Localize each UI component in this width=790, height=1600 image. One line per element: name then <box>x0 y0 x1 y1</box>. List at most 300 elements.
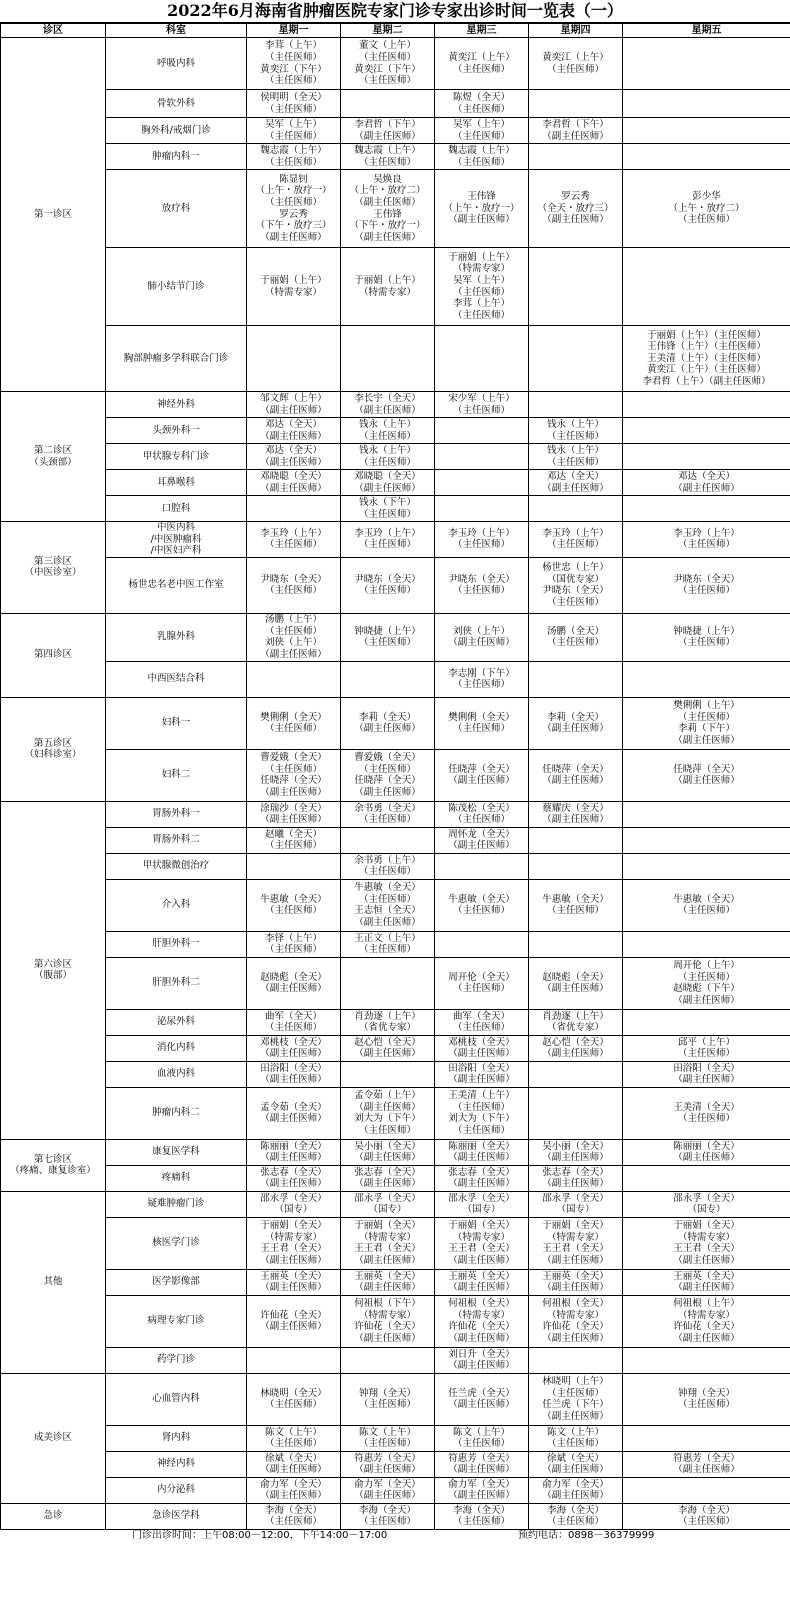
doctor-schedule-text: 林晓明（全天） （主任医师） <box>260 1387 327 1411</box>
schedule-cell-thursday <box>529 496 623 522</box>
header-wednesday: 星期三 <box>435 24 529 38</box>
doctor-schedule-text: 俞力军（全天） （副主任医师） <box>354 1478 421 1502</box>
table-row <box>1 170 790 248</box>
schedule-cell-tuesday <box>341 248 435 326</box>
dept-cell: 内分泌科 <box>106 1477 247 1503</box>
doctor-schedule-text: 陈文（上午） （主任医师） <box>264 1426 322 1450</box>
doctor-schedule-text: 李玉玲（上午） （主任医师） <box>448 527 515 551</box>
doctor-schedule-text: 任晓萍（全天） （副主任医师） <box>448 763 515 787</box>
doctor-schedule-text: 尹晓东（全天） （主任医师） <box>354 573 421 597</box>
table-body <box>1 38 790 1530</box>
schedule-cell-wednesday <box>435 879 529 931</box>
schedule-cell-monday <box>247 1217 341 1269</box>
dept-cell: 头颈外科一 <box>106 418 247 444</box>
doctor-schedule-text: 董文（上午） （主任医师） 黄奕江（下午） （主任医师） <box>354 40 421 87</box>
dept-cell: 胃肠外科二 <box>106 827 247 853</box>
schedule-cell-thursday <box>529 1035 623 1061</box>
doctor-schedule-text: 何祖根（上午） （特需专家） 许仙花（全天） （副主任医师） <box>673 1298 740 1344</box>
schedule-cell-wednesday <box>435 1087 529 1139</box>
doctor-schedule-text: 牛惠敏（全天） （主任医师） <box>260 893 327 917</box>
doctor-schedule-text: 牛惠敏（全天） （主任医师） <box>448 893 515 917</box>
schedule-cell-friday <box>623 749 790 801</box>
schedule-cell-thursday <box>529 90 623 118</box>
table-row <box>1 496 790 522</box>
schedule-cell-thursday <box>529 326 623 392</box>
schedule-cell-thursday <box>529 1087 623 1139</box>
doctor-schedule-text: 符惠芳（全天） （副主任医师） <box>354 1452 421 1476</box>
doctor-schedule-text: 吴军（上午） （主任医师） <box>452 118 510 142</box>
schedule-cell-monday <box>247 1165 341 1191</box>
schedule-cell-thursday <box>529 853 623 879</box>
schedule-cell-monday <box>247 170 341 248</box>
schedule-cell-wednesday <box>435 496 529 522</box>
footer <box>0 1530 790 1542</box>
schedule-cell-monday <box>247 522 341 558</box>
schedule-cell-wednesday <box>435 144 529 170</box>
schedule-cell-tuesday <box>341 1009 435 1035</box>
doctor-schedule-text: 赵曦（全天） （主任医师） <box>264 828 322 852</box>
schedule-cell-tuesday <box>341 1347 435 1373</box>
doctor-schedule-text: 牛惠敏（全天） （主任医师） 王志恒（全天） （副主任医师） <box>354 882 421 928</box>
doctor-schedule-text: 于丽娟（上午） （特需专家） 吴军（上午） （主任医师） 李茸（上午） （主任医师） <box>448 251 515 321</box>
schedule-cell-wednesday <box>435 931 529 957</box>
schedule-cell-thursday <box>529 418 623 444</box>
dept-cell: 胃肠外科一 <box>106 801 247 827</box>
schedule-cell-monday <box>247 1191 341 1217</box>
dept-cell: 放疗科 <box>106 170 247 248</box>
doctor-schedule-text: 李海（全天） （主任医师） <box>358 1504 416 1528</box>
schedule-cell-monday <box>247 1139 341 1165</box>
doctor-schedule-text: 吴军（上午） （主任医师） <box>264 118 322 142</box>
schedule-cell-monday <box>247 444 341 470</box>
schedule-cell-monday <box>247 931 341 957</box>
schedule-cell-thursday <box>529 801 623 827</box>
table-row <box>1 1347 790 1373</box>
schedule-cell-friday <box>623 931 790 957</box>
doctor-schedule-text: 魏志霞（上午） （主任医师） <box>448 144 515 168</box>
schedule-cell-friday <box>623 1373 790 1425</box>
schedule-cell-tuesday <box>341 1451 435 1477</box>
schedule-cell-monday <box>247 470 341 496</box>
doctor-schedule-text: 俞力军（全天） （副主任医师） <box>448 1478 515 1502</box>
dept-cell: 泌尿外科 <box>106 1009 247 1035</box>
table-row <box>1 1165 790 1191</box>
doctor-schedule-text: 王丽英（全天） （副主任医师） <box>260 1270 327 1294</box>
schedule-cell-wednesday <box>435 418 529 444</box>
dept-cell: 疼痛科 <box>106 1165 247 1191</box>
doctor-schedule-text: 吴小丽（全天） （副主任医师） <box>354 1140 421 1164</box>
schedule-cell-monday <box>247 661 341 697</box>
schedule-cell-thursday <box>529 144 623 170</box>
schedule-cell-wednesday <box>435 1269 529 1295</box>
schedule-cell-friday <box>623 444 790 470</box>
schedule-cell-friday <box>623 1295 790 1347</box>
doctor-schedule-text: 邵永孚（全天） （国专） <box>673 1192 740 1216</box>
doctor-schedule-text: 余书勇（上午） （主任医师） <box>354 854 421 878</box>
schedule-cell-friday <box>623 326 790 392</box>
doctor-schedule-text: 张志春（全天） （副主任医师） <box>542 1166 609 1190</box>
doctor-schedule-text: 邓晓聪（全天） （副主任医师） <box>260 470 327 494</box>
schedule-cell-wednesday <box>435 1503 529 1529</box>
doctor-schedule-text: 肖劲逐（上午） （省优专家） <box>542 1010 609 1034</box>
schedule-cell-friday <box>623 1347 790 1373</box>
doctor-schedule-text: 钱永（上午） （主任医师） <box>546 444 604 468</box>
schedule-cell-friday <box>623 1035 790 1061</box>
schedule-cell-monday <box>247 1451 341 1477</box>
doctor-schedule-text: 周开伦（上午） （主任医师） 赵晓彪（下午） （副主任医师） <box>673 960 740 1006</box>
schedule-cell-wednesday <box>435 1295 529 1347</box>
doctor-schedule-text: 钟晓捷（上午） （主任医师） <box>673 625 740 649</box>
zone-cell: 第二诊区 （头颈部） <box>1 392 106 522</box>
doctor-schedule-text: 李茸（上午） （主任医师） 黄奕江（下午） （主任医师） <box>260 40 327 87</box>
schedule-cell-monday <box>247 118 341 144</box>
schedule-cell-friday <box>623 90 790 118</box>
doctor-schedule-text: 牛惠敏（全天） （主任医师） <box>673 893 740 917</box>
schedule-cell-monday <box>247 853 341 879</box>
schedule-cell-wednesday <box>435 38 529 90</box>
doctor-schedule-text: 王伟锋 （上午・放疗一） （副主任医师） <box>443 191 520 226</box>
zone-cell: 第四诊区 <box>1 613 106 697</box>
schedule-cell-wednesday <box>435 444 529 470</box>
doctor-schedule-text: 李莉（全天） （副主任医师） <box>542 711 609 735</box>
zone-cell: 其他 <box>1 1191 106 1373</box>
dept-cell: 乳腺外科 <box>106 613 247 661</box>
schedule-cell-friday <box>623 1425 790 1451</box>
schedule-cell-friday <box>623 170 790 248</box>
header-monday: 星期一 <box>247 24 341 38</box>
schedule-cell-tuesday <box>341 661 435 697</box>
schedule-cell-monday <box>247 1295 341 1347</box>
schedule-cell-tuesday <box>341 853 435 879</box>
doctor-schedule-text: 王丽英（全天） （副主任医师） <box>354 1270 421 1294</box>
doctor-schedule-text: 邓达（全天） （副主任医师） <box>260 418 327 442</box>
doctor-schedule-text: 周开伦（全天） （主任医师） <box>448 971 515 995</box>
schedule-cell-friday <box>623 801 790 827</box>
doctor-schedule-text: 钟翔（全天） （主任医师） <box>358 1387 416 1411</box>
header-tuesday: 星期二 <box>341 24 435 38</box>
table-row <box>1 1035 790 1061</box>
schedule-cell-tuesday <box>341 444 435 470</box>
schedule-cell-friday <box>623 248 790 326</box>
schedule-cell-tuesday <box>341 1217 435 1269</box>
schedule-cell-wednesday <box>435 853 529 879</box>
doctor-schedule-text: 曲军（全天） （主任医师） <box>264 1010 322 1034</box>
doctor-schedule-text: 符惠芳（全天） （副主任医师） <box>448 1452 515 1476</box>
schedule-cell-friday <box>623 1503 790 1529</box>
doctor-schedule-text: 王丽英（全天） （副主任医师） <box>448 1270 515 1294</box>
schedule-cell-thursday <box>529 1477 623 1503</box>
header-thursday: 星期四 <box>529 24 623 38</box>
schedule-cell-thursday <box>529 957 623 1009</box>
schedule-cell-thursday <box>529 444 623 470</box>
schedule-cell-tuesday <box>341 1087 435 1139</box>
table-row <box>1 1061 790 1087</box>
table-row <box>1 418 790 444</box>
schedule-cell-monday <box>247 496 341 522</box>
schedule-cell-tuesday <box>341 1425 435 1451</box>
doctor-schedule-text: 余书勇（全天） （主任医师） <box>354 802 421 826</box>
zone-cell: 第一诊区 <box>1 38 106 392</box>
dept-cell: 肺小结节门诊 <box>106 248 247 326</box>
schedule-cell-thursday <box>529 879 623 931</box>
schedule-cell-wednesday <box>435 1217 529 1269</box>
doctor-schedule-text: 邵永孚（全天） （国专） <box>542 1192 609 1216</box>
schedule-cell-friday <box>623 1009 790 1035</box>
schedule-cell-thursday <box>529 1373 623 1425</box>
doctor-schedule-text: 何祖根（下午） （特需专家） 许仙花（全天） （副主任医师） <box>354 1298 421 1344</box>
schedule-cell-monday <box>247 144 341 170</box>
schedule-cell-wednesday <box>435 1191 529 1217</box>
schedule-cell-friday <box>623 392 790 418</box>
dept-cell: 胸部肿瘤多学科联合门诊 <box>106 326 247 392</box>
schedule-cell-tuesday <box>341 1191 435 1217</box>
doctor-schedule-text: 吴小丽（全天） （副主任医师） <box>542 1140 609 1164</box>
doctor-schedule-text: 田浴阳（全天） （副主任医师） <box>448 1062 515 1086</box>
doctor-schedule-text: 魏志霞（上午） （主任医师） <box>354 144 421 168</box>
zone-cell: 成美诊区 <box>1 1373 106 1503</box>
doctor-schedule-text: 陈显钊 （上午・放疗一） （主任医师） 罗云秀 （下午・放疗三） （副主任医师） <box>255 173 332 243</box>
schedule-cell-tuesday <box>341 470 435 496</box>
doctor-schedule-text: 李长宇（全天） （副主任医师） <box>354 392 421 416</box>
header-zone: 诊区 <box>1 24 106 38</box>
doctor-schedule-text: 曲军（全天） （主任医师） <box>452 1010 510 1034</box>
doctor-schedule-text: 李海（全天） （主任医师） <box>677 1504 735 1528</box>
schedule-cell-thursday <box>529 827 623 853</box>
schedule-cell-wednesday <box>435 1373 529 1425</box>
schedule-cell-thursday <box>529 697 623 749</box>
doctor-schedule-text: 徐斌（全天） （副主任医师） <box>260 1452 327 1476</box>
doctor-schedule-text: 俞力军（全天） （副主任医师） <box>260 1478 327 1502</box>
table-row <box>1 1087 790 1139</box>
doctor-schedule-text: 尹晓东（全天） （主任医师） <box>673 573 740 597</box>
schedule-cell-tuesday <box>341 613 435 661</box>
doctor-schedule-text: 刘侠（上午） （副主任医师） <box>448 625 515 649</box>
table-row <box>1 613 790 661</box>
doctor-schedule-text: 罗云秀 （全天・放疗三） （副主任医师） <box>537 191 614 226</box>
schedule-cell-monday <box>247 1373 341 1425</box>
schedule-cell-tuesday <box>341 879 435 931</box>
schedule-cell-friday <box>623 557 790 613</box>
table-row <box>1 879 790 931</box>
schedule-cell-tuesday <box>341 1295 435 1347</box>
doctor-schedule-text: 陈文（上午） （主任医师） <box>546 1426 604 1450</box>
clinic-hours: 门诊出诊时间：上午08:00－12:00，下午14:00－17:00 <box>132 1529 388 1541</box>
table-row <box>1 957 790 1009</box>
doctor-schedule-text: 任兰虎（全天） （副主任医师） <box>448 1387 515 1411</box>
schedule-cell-wednesday <box>435 827 529 853</box>
dept-cell: 妇科二 <box>106 749 247 801</box>
doctor-schedule-text: 徐斌（全天） （副主任医师） <box>542 1452 609 1476</box>
schedule-cell-monday <box>247 326 341 392</box>
table-row <box>1 1425 790 1451</box>
schedule-cell-tuesday <box>341 697 435 749</box>
schedule-cell-friday <box>623 827 790 853</box>
doctor-schedule-text: 邓桃枝（全天） （副主任医师） <box>260 1036 327 1060</box>
schedule-cell-friday <box>623 697 790 749</box>
schedule-cell-friday <box>623 1087 790 1139</box>
doctor-schedule-text: 尹晓东（全天） （主任医师） <box>448 573 515 597</box>
schedule-cell-friday <box>623 1165 790 1191</box>
dept-cell: 肝胆外科二 <box>106 957 247 1009</box>
doctor-schedule-text: 汤鹏（全天） （主任医师） <box>546 625 604 649</box>
schedule-cell-thursday <box>529 1503 623 1529</box>
doctor-schedule-text: 陈煜（全天） （主任医师） <box>452 91 510 115</box>
doctor-schedule-text: 于丽娟（全天） （特需专家） 王王君（全天） （副主任医师） <box>448 1220 515 1266</box>
schedule-cell-friday <box>623 522 790 558</box>
table-row <box>1 801 790 827</box>
schedule-cell-monday <box>247 248 341 326</box>
dept-cell: 口腔科 <box>106 496 247 522</box>
schedule-cell-wednesday <box>435 1347 529 1373</box>
schedule-cell-monday <box>247 392 341 418</box>
schedule-cell-tuesday <box>341 392 435 418</box>
schedule-cell-friday <box>623 1061 790 1087</box>
schedule-cell-monday <box>247 38 341 90</box>
doctor-schedule-text: 王丽英（全天） （副主任医师） <box>542 1270 609 1294</box>
doctor-schedule-text: 李铎（上午） （主任医师） <box>264 932 322 956</box>
schedule-cell-wednesday <box>435 1035 529 1061</box>
doctor-schedule-text: 何祖根（全天） （特需专家） 许仙花（全天） （副主任医师） <box>448 1298 515 1344</box>
doctor-schedule-text: 赵晓彪（全天） （副主任医师） <box>260 971 327 995</box>
dept-cell: 肝胆外科一 <box>106 931 247 957</box>
dept-cell: 妇科一 <box>106 697 247 749</box>
doctor-schedule-text: 樊俐俐（全天） （主任医师） <box>260 711 327 735</box>
dept-cell: 骨软外科 <box>106 90 247 118</box>
schedule-cell-tuesday <box>341 1477 435 1503</box>
schedule-cell-monday <box>247 879 341 931</box>
schedule-cell-monday <box>247 1425 341 1451</box>
schedule-cell-tuesday <box>341 931 435 957</box>
schedule-cell-wednesday <box>435 90 529 118</box>
header-friday: 星期五 <box>623 24 790 38</box>
doctor-schedule-text: 于丽娟（上午） （特需专家） <box>260 274 327 298</box>
table-row <box>1 118 790 144</box>
doctor-schedule-text: 邵永孚（全天） （国专） <box>448 1192 515 1216</box>
table-row <box>1 1139 790 1165</box>
schedule-cell-wednesday <box>435 392 529 418</box>
schedule-cell-wednesday <box>435 1477 529 1503</box>
schedule-cell-wednesday <box>435 801 529 827</box>
doctor-schedule-text: 陈文（上午） （主任医师） <box>452 1426 510 1450</box>
dept-cell: 杨世忠名老中医工作室 <box>106 557 247 613</box>
schedule-cell-monday <box>247 1477 341 1503</box>
table-row <box>1 326 790 392</box>
schedule-cell-friday <box>623 1451 790 1477</box>
schedule-cell-thursday <box>529 749 623 801</box>
table-row <box>1 144 790 170</box>
dept-cell: 核医学门诊 <box>106 1217 247 1269</box>
doctor-schedule-text: 李玉玲（上午） （主任医师） <box>260 527 327 551</box>
schedule-cell-tuesday <box>341 170 435 248</box>
table-row <box>1 1295 790 1347</box>
table-row <box>1 1477 790 1503</box>
schedule-cell-wednesday <box>435 470 529 496</box>
dept-cell: 肿瘤内科二 <box>106 1087 247 1139</box>
schedule-cell-thursday <box>529 1165 623 1191</box>
doctor-schedule-text: 邓晓聪（全天） （副主任医师） <box>354 470 421 494</box>
schedule-cell-friday <box>623 38 790 90</box>
schedule-cell-monday <box>247 1347 341 1373</box>
doctor-schedule-text: 邓达（全天） （副主任医师） <box>673 470 740 494</box>
table-row <box>1 697 790 749</box>
doctor-schedule-text: 王美清（上午） （主任医师） 刘大为（下午） （主任医师） <box>448 1090 515 1136</box>
dept-cell: 中医内科 /中医肿瘤科 /中医妇产科 <box>106 522 247 558</box>
schedule-cell-tuesday <box>341 1139 435 1165</box>
dept-cell: 神经内科 <box>106 1451 247 1477</box>
schedule-cell-wednesday <box>435 613 529 661</box>
schedule-cell-friday <box>623 879 790 931</box>
doctor-schedule-text: 李海（全天） （主任医师） <box>264 1504 322 1528</box>
doctor-schedule-text: 陈丽丽（全天） （副主任医师） <box>448 1140 515 1164</box>
schedule-cell-wednesday <box>435 522 529 558</box>
doctor-schedule-text: 邓桃枝（全天） （副主任医师） <box>448 1036 515 1060</box>
doctor-schedule-text: 陈丽丽（全天） （副主任医师） <box>260 1140 327 1164</box>
doctor-schedule-text: 孟令茹（全天） （副主任医师） <box>260 1101 327 1125</box>
doctor-schedule-text: 钟翔（全天） （主任医师） <box>677 1387 735 1411</box>
schedule-cell-thursday <box>529 1061 623 1087</box>
doctor-schedule-text: 蔡耀庆（全天） （副主任医师） <box>542 802 609 826</box>
doctor-schedule-text: 邵永孚（全天） （国专） <box>354 1192 421 1216</box>
schedule-cell-monday <box>247 957 341 1009</box>
table-row <box>1 248 790 326</box>
schedule-cell-monday <box>247 697 341 749</box>
schedule-cell-wednesday <box>435 1061 529 1087</box>
schedule-cell-tuesday <box>341 522 435 558</box>
dept-cell: 病理专家门诊 <box>106 1295 247 1347</box>
schedule-cell-thursday <box>529 470 623 496</box>
doctor-schedule-text: 李玉玲（上午） （主任医师） <box>542 527 609 551</box>
schedule-cell-friday <box>623 661 790 697</box>
schedule-cell-wednesday <box>435 1425 529 1451</box>
schedule-cell-thursday <box>529 1217 623 1269</box>
doctor-schedule-text: 彭少华 （上午・放疗二） （主任医师） <box>668 191 745 226</box>
doctor-schedule-text: 李君哲（下午） （副主任医师） <box>354 118 421 142</box>
dept-cell: 胸外科/戒烟门诊 <box>106 118 247 144</box>
schedule-cell-friday <box>623 1191 790 1217</box>
dept-cell: 疑难肿瘤门诊 <box>106 1191 247 1217</box>
doctor-schedule-text: 何祖根（全天） （特需专家） 许仙花（全天） （副主任医师） <box>542 1298 609 1344</box>
doctor-schedule-text: 尹晓东（全天） （主任医师） <box>260 573 327 597</box>
dept-cell: 耳鼻喉科 <box>106 470 247 496</box>
schedule-cell-monday <box>247 90 341 118</box>
doctor-schedule-text: 田浴阳（全天） （副主任医师） <box>260 1062 327 1086</box>
table-row <box>1 1269 790 1295</box>
doctor-schedule-text: 刘日升（全天） （副主任医师） <box>448 1348 515 1372</box>
doctor-schedule-text: 许仙花（全天） （副主任医师） <box>260 1309 327 1333</box>
schedule-cell-thursday <box>529 1269 623 1295</box>
table-row <box>1 90 790 118</box>
schedule-cell-monday <box>247 801 341 827</box>
schedule-cell-wednesday <box>435 957 529 1009</box>
schedule-cell-thursday <box>529 170 623 248</box>
doctor-schedule-text: 赵心恺（全天） （副主任医师） <box>354 1036 421 1060</box>
schedule-cell-tuesday <box>341 118 435 144</box>
doctor-schedule-text: 李玉玲（上午） （主任医师） <box>354 527 421 551</box>
dept-cell: 药学门诊 <box>106 1347 247 1373</box>
schedule-cell-monday <box>247 1035 341 1061</box>
dept-cell: 神经外科 <box>106 392 247 418</box>
schedule-cell-wednesday <box>435 118 529 144</box>
doctor-schedule-text: 林晓明（上午） （主任医师） 任兰虎（下午） （副主任医师） <box>542 1376 609 1422</box>
doctor-schedule-text: 李玉玲（上午） （主任医师） <box>673 527 740 551</box>
schedule-cell-wednesday <box>435 661 529 697</box>
schedule-cell-friday <box>623 118 790 144</box>
schedule-cell-tuesday <box>341 90 435 118</box>
doctor-schedule-text: 任晓萍（全天） （副主任医师） <box>673 763 740 787</box>
doctor-schedule-text: 肖劲逐（上午） （省优专家） <box>354 1010 421 1034</box>
table-row <box>1 557 790 613</box>
dept-cell: 肿瘤内科一 <box>106 144 247 170</box>
